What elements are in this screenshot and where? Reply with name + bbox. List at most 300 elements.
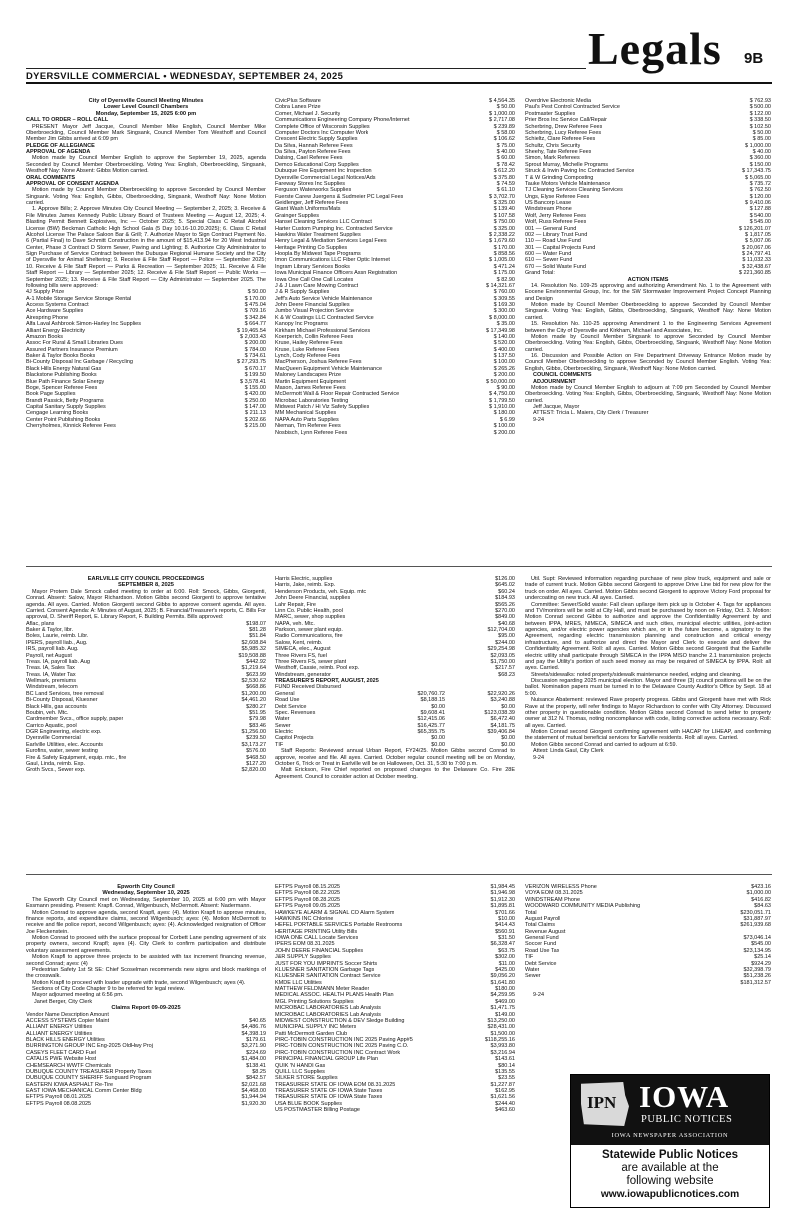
ledger-label: Amazon Books [26, 333, 63, 340]
ledger-label: K & W Coatings LLC Contracted Service [275, 314, 374, 321]
ledger-label: Blue Path Finance Solar Energy [26, 378, 105, 385]
ledger-amount: $ 40.00 [496, 149, 515, 155]
epworth-column-3 [525, 884, 771, 1070]
ledger-label: Hoopla By Midwest Tape Programs [275, 251, 361, 257]
ledger-label: Baker & Taylor, libr. [26, 627, 73, 633]
ledger-label: DUBUQUE COUNTY SHERIFF Sunguard Program [26, 1075, 152, 1082]
ledger-label: August Payroll [525, 915, 561, 922]
ledger-label: Fareway Stores Inc Supplies [275, 180, 346, 187]
signature: Jeff Jacque, Mayor [533, 404, 580, 410]
ledger-amount: $ 50,000.00 [485, 378, 515, 385]
ledger-amount: $31,887.97 [743, 915, 771, 922]
ledger-amount: $414.43 [495, 922, 515, 929]
ledger-label: Martin Equipment Equipment [275, 378, 346, 385]
section-heading: APPROVAL OF AGENDA [26, 149, 91, 155]
ledger-label: Nosbisch, Lynn Referee Fees [275, 429, 348, 436]
ledger-label: PRINCIPAL FINANCIAL GROUP Life Plan [275, 1056, 379, 1063]
ledger-label: Microbac Laboratories Testing [275, 397, 349, 404]
ledger-amount: $25.14 [754, 954, 771, 961]
paragraph: Util. Supt: Reviewed information regarding purchase of new plow truck, equipment and sale or trade of current truck. Motion Gibbs second Giorgenti to approve Drive Line bid for new plow for the truck on order. All ayes. Carried. Motion Gibbs second Giorgenti to approve Victory Ford proposal for undercoating on new truck. All ayes. Carried. [525, 576, 771, 602]
ledger-amount: $ 1,679.60 [489, 238, 515, 245]
ledger-amount: $23.55 [498, 1075, 515, 1082]
fund-name: TIF [275, 741, 284, 748]
fund-name: General [275, 690, 295, 697]
ledger-amount: $ 735.72 [749, 180, 771, 187]
ledger-label: KMDE LLC Utilities [275, 979, 322, 986]
ledger-label: CASEYS FLEET CARD Fuel [26, 1049, 97, 1056]
notice-subheading: Lower Level Council Chambers [103, 104, 189, 111]
fund-received: $12,415.06 [417, 716, 445, 723]
ledger-amount: $118,255.16 [484, 1037, 515, 1043]
ledger-amount: $1,471.75 [490, 1005, 515, 1012]
ledger-amount: $425.00 [495, 966, 515, 973]
ledger-label: 670 — Solid Waste Fund [525, 263, 586, 270]
ledger-label: Black Hills Energy Natural Gas [26, 365, 102, 372]
ledger-amount: $ 140.00 [493, 333, 515, 340]
paragraph: Motion Conrad to approve agenda, second Krapfl, ayes: (4). Motion Krapfl to approve minutes, finance reports, and expenditure claims, second Wilgenbusch; ayes: (4). Motion McDermott to receive and file police report, second Wilgenbusch; ayes: (4). Acknowledged resignation of Officer Joe Fleckenstein. [26, 909, 266, 935]
ledger-label: Gaul, Linda, reimb. Exp. [26, 760, 86, 767]
ledger-label: Postmaster Supplies [525, 110, 576, 117]
ledger-amount: $ 375.80 [493, 174, 515, 181]
section-heading: ORAL COMMENTS [26, 174, 76, 181]
claim-list [275, 884, 515, 1114]
ledger-label: General Fund [525, 935, 559, 941]
ledger-amount: $ 19,465.54 [236, 327, 266, 334]
ledger-amount: $127.20 [246, 760, 266, 767]
section-heading: CALL TO ORDER – ROLL CALL [26, 117, 109, 124]
ledger-label: Book Page Supplies [26, 391, 76, 398]
ledger-label: TIF [525, 954, 534, 961]
ledger-label: NAPA Auto Parts Supplies [275, 416, 339, 423]
ledger-label: TJ Cleaning Services Cleaning Services [525, 187, 623, 194]
ledger-label: Alliant Energy Electricity [26, 327, 85, 334]
fund-received: $20,760.72 [417, 690, 445, 697]
ledger-label: Blackstone Publishing Books [26, 372, 97, 379]
ledger-label: 610 — Sewer Fund [525, 257, 573, 264]
ledger-amount: $19,508.88 [238, 652, 266, 659]
ledger-amount: $442.92 [246, 658, 266, 665]
ledger-amount: $ 300.00 [493, 308, 515, 315]
ledger-label: CHEMSEARCH WWTF Chemicals [26, 1062, 111, 1069]
ledger-row [275, 430, 515, 436]
ledger-label: VOYA EOM 08.31.2025 [525, 890, 583, 897]
section-title: Legals [588, 23, 722, 74]
ledger-amount: $ 1,005.00 [489, 257, 515, 264]
ledger-label: Fire & Safety Equipment, equip. mtc., fire [26, 754, 127, 761]
ledger-amount: $ 612.20 [493, 168, 515, 175]
ledger-amount: $ 325.00 [493, 225, 515, 232]
ledger-label: Bi-County Disposal Inc Garbage / Recycling [26, 359, 133, 366]
ledger-label: Windstream Phone [525, 206, 572, 213]
ledger-label: MICROBAC LABORATORIES Lab Analysis [275, 1005, 381, 1012]
ledger-amount: $ 3,702.70 [489, 193, 515, 200]
paragraph: Mayor adjourned meeting at 6:56 pm. [32, 992, 124, 999]
ledger-amount: $ 90.00 [496, 384, 515, 391]
ledger-label: Patti McDermott Garden Club [275, 1030, 348, 1037]
ledger-label: HAWKINS INC Chlorine [275, 915, 334, 922]
ledger-amount: $83.46 [249, 722, 266, 729]
section-heading: PLEDGE OF ALLEGIANCE [26, 142, 95, 149]
ledger-amount: $1,500.00 [490, 1030, 515, 1037]
paragraph: Sections of City Code Chapter 9 to be referred for legal review. [32, 986, 185, 992]
ledger-amount: $ 155.00 [244, 384, 266, 391]
ledger-label: HERITAGE PRINTING Utility Bills [275, 928, 358, 935]
notice-date: Monday, September 15, 2025 6:00 pm [95, 110, 197, 117]
ad-url-link[interactable]: www.iowapublicnotices.com [600, 1189, 740, 1200]
ledger-label: Aflac, plans [26, 620, 55, 627]
ledger-amount: $ 1,817.05 [745, 231, 771, 238]
ledger-amount: $ 200.00 [493, 372, 515, 379]
ledger-amount: $ 215.00 [244, 423, 266, 430]
ledger-amount: $ 200.00 [244, 340, 266, 347]
bill-list [275, 98, 515, 436]
ledger-amount: $6,328.47 [490, 941, 515, 948]
ledger-label: Windstream, telecom [26, 684, 78, 691]
ledger-amount: $ 107.58 [493, 212, 515, 219]
bill-list [26, 289, 266, 429]
ledger-label: Iowa One Call One Call Locates [275, 276, 354, 283]
ledger-amount: $ 100.00 [493, 359, 515, 366]
ledger-amount: $4,486.76 [241, 1024, 266, 1031]
ledger-label: Salow, Kent, reimb. [275, 639, 323, 646]
ledger-amount: $95.00 [498, 633, 515, 640]
paragraph: Pedestrian Safety 1st St SE: Chief Scoselman recommends new signs and block markings of the crosswalk. [26, 966, 266, 980]
ledger-label: Three Rivers FS, fuel [275, 652, 327, 659]
ledger-label: KLUESNER SANITATION Garbage Tags [275, 966, 375, 973]
ledger-label: Kanopy Inc Programs [275, 321, 328, 328]
paragraph: Staff Reports: Reviewed annual Urban Report, FY24/25. Motion Gibbs second Conrad to approve, receive and file. All ayes. Carried. October regular council meeting will be on Monday, October 6, Trick or Treat in Earlville will be on Halloween, Oct. 31, 5:30 to 7:00 p.m. [275, 748, 515, 767]
ledger-label: MUNICIPAL SUPPLY INC Meters [275, 1024, 357, 1031]
ledger-amount: $2,820.00 [241, 767, 266, 774]
ledger-amount: $3,216.94 [490, 1049, 515, 1056]
ledger-label: DGR Engineering, electric exp. [26, 729, 102, 735]
ledger-amount: $4,468.00 [241, 1088, 266, 1094]
ledger-amount: $8.25 [252, 1068, 266, 1075]
ledger-amount: $270.00 [495, 607, 515, 614]
ledger-label: Treas. IA, Water Tax [26, 671, 76, 678]
paragraph: Matt Erickson, Fire Chief reported on proposed changes to the Delaware Co. Fire 28E Agreement. Council to consider action at October meeting. [275, 767, 515, 780]
ledger-label: Heritage Printing Co Supplies [275, 244, 348, 251]
ledger-label: 002 — Library Trust Fund [525, 231, 588, 238]
ledger-amount: $1,946.98 [490, 890, 515, 897]
ledger-amount: $ 221,360.85 [738, 270, 771, 277]
ledger-label: Jeff's Auto Service Vehicle Maintenance [275, 295, 373, 302]
ledger-label: Boge, Spencer Referee Fees [26, 384, 98, 391]
ledger-label: MARC, sewer, shop supplies [275, 614, 346, 621]
earlville-column-2 [275, 576, 515, 862]
claim-list [525, 884, 771, 929]
ledger-label: Complete Office of Wisconsin Supplies [275, 123, 370, 130]
ad-logo-banner [571, 1075, 769, 1145]
ledger-label: A-1 Mobile Storage Service Storage Rental [26, 295, 132, 302]
ledger-label: Carrico Aquatic, pool [26, 722, 77, 729]
ledger-amount: $ 211.13 [244, 410, 266, 417]
ledger-amount: $ 127.88 [749, 206, 771, 213]
ledger-amount: $4,398.19 [241, 1030, 266, 1037]
ledger-amount: $9,056.20 [490, 973, 515, 980]
ledger-amount: $181,312.57 [740, 979, 771, 986]
ledger-amount: $2,608.84 [241, 639, 266, 646]
ledger-label: MEDICAL ASSOC. HEALTH PLANS Health Plan [275, 992, 394, 999]
ledger-label: Grand Total: [525, 270, 555, 277]
ledger-amount: $ 82.90 [496, 276, 515, 283]
ledger-label: EFTPS Payroll 08.01.2025 [26, 1094, 92, 1101]
ledger-amount: $ 102.50 [749, 123, 771, 130]
ledger-amount: $40.68 [498, 620, 515, 627]
ledger-amount: $ 360.00 [749, 155, 771, 162]
ledger-label: CATALIS PWE Website Host [26, 1056, 97, 1063]
ledger-amount: $1,219.64 [241, 665, 266, 672]
ledger-amount: $701.66 [495, 909, 515, 916]
ledger-amount: $ 75.00 [496, 142, 515, 149]
ledger-amount: $849.00 [495, 614, 515, 621]
ledger-label: Jumbo Visual Projection Service [275, 308, 354, 315]
ledger-amount: $560.91 [495, 928, 515, 935]
ledger-label: Schieltz, Clare Referee Fees [525, 136, 596, 143]
ledger-amount: $924.29 [751, 960, 771, 967]
section-heading: APPROVAL OF CONSENT AGENDA [26, 180, 119, 187]
ledger-label: EASTERN IOWA ASPHALT Re-Tire [26, 1081, 114, 1088]
ledger-label: Crescent Electric Supply Supplies [275, 136, 358, 143]
ledger-amount: $ 858.56 [493, 251, 515, 257]
signature: Janet Berger, City Clerk [34, 998, 93, 1005]
ledger-label: Parkson, sewer plant equip. [275, 627, 343, 633]
paragraph: 16. Discussion and Possible Action on Fire Department Driveway Entrance Motion made by Council Member Oberbroeckling to approve Seconded by Council Member English. Voting Yea: English, Gibbs, Oberbroeckling, Singsank, Westhoff Nay: None Motion carried. [525, 353, 771, 372]
signature: ATTEST: Tricia L. Maiers, City Clerk / Treasurer [533, 410, 649, 417]
ledger-label: Hawkins Water Treatment Supplies [275, 231, 361, 238]
ledger-label: Ingram Library Services Books [275, 263, 350, 270]
ledger-label: USA BLUE BOOK Supplies [275, 1100, 342, 1107]
ledger-amount: $ 475.04 [244, 302, 266, 308]
ledger-amount: $ 1,910.00 [489, 404, 515, 410]
ledger-label: Westhoff, Cassie, reimb. Pool exp. [275, 665, 360, 672]
ledger-amount: $ 27,293.75 [236, 359, 266, 366]
ledger-amount: $149.00 [495, 1011, 515, 1018]
ledger-amount: $ 147.00 [244, 404, 266, 410]
claim-list [26, 1018, 266, 1107]
ledger-amount: $ 85.00 [752, 136, 771, 143]
fund-name: Road Use [275, 697, 300, 704]
fund-name: Electric [275, 729, 294, 735]
ledger-label: HAWKEYE ALARM & SIGNAL CO Alarm System [275, 909, 395, 916]
ledger-amount: $ 40.00 [752, 149, 771, 155]
ledger-label: BURRINGTON GROUP INC Eng-2025 OldHwy Proj [26, 1043, 153, 1050]
ledger-amount: $ 74.59 [496, 180, 515, 187]
section-heading: Claims Report 09-09-2025 [111, 1005, 181, 1012]
ledger-amount: $ 4,564.35 [489, 98, 515, 104]
ledger-label: Boubin, veh. Mtc. [26, 709, 69, 716]
ledger-amount: $ 471.24 [493, 263, 515, 270]
ledger-label: Water [525, 966, 540, 973]
ledger-label: TREASURER STATE OF IOWA State Taxes [275, 1088, 383, 1094]
ledger-amount: $80.14 [498, 1062, 515, 1069]
ledger-amount: $ 420.00 [244, 391, 266, 398]
section-heading: TREASURER'S REPORT, AUGUST, 2025 [275, 678, 379, 684]
fund-received: $0.00 [431, 741, 445, 748]
ledger-amount: $576.00 [246, 748, 266, 755]
ledger-label: Wellmark, premiums [26, 678, 77, 684]
ledger-label: Harter Custom Pumping Inc. Contracted Service [275, 225, 393, 232]
ledger-label: EFTPS Payroll 09.05.2025 [275, 903, 341, 910]
fund-name: Capitol Projects [275, 735, 314, 742]
ledger-label: Cherryholmes, Kinnick Referee Fees [26, 423, 116, 430]
fund-name: Sewer [275, 722, 291, 729]
ledger-label: John Deere Financial Supplies [275, 302, 350, 308]
ledger-amount: $ 11,032.33 [742, 257, 771, 264]
signature: Attest: Linda Gaul, City Clerk [533, 748, 604, 755]
section-heading: ADJOURNMENT [533, 378, 576, 385]
ledger-label: Demco Educational Corp Supplies [275, 161, 359, 168]
ledger-amount: $244.00 [495, 639, 515, 646]
paragraph: Motion Conrad to proceed with the surface proposal for Corbett Lane pending agreement of six property owners, second Krapfl; ayes (4). City Clerk to confirm participation and distribute voluntary assessment agreements. [26, 935, 266, 954]
ledger-amount: $ 734.61 [244, 353, 266, 359]
ledger-label: Kruse, Hailey Referee Fees [275, 340, 343, 347]
ledger-amount: $ 664.77 [244, 321, 266, 328]
paragraph: Nuisance Abatement: reviewed Rave property progress. Gibbs and Giorgenti have met with Rick Rave at the property, will refer findings to Mayor Richardson to confer with City Attorney. Discussed other property in questionable condition. Motion Gibbs second Conrad to send letter to property owner at 312 N. Thomas, noting noncompliance with code, listing corrective actions necessary. Roll: all ayes. Carried. [525, 697, 771, 729]
ledger-label: Total Claims [525, 922, 555, 929]
ledger-label: Treas. IA, payroll liab. Aug [26, 658, 90, 665]
ledger-amount: $ 199.50 [244, 372, 266, 379]
fund-name: Debt Service [275, 703, 307, 710]
ledger-row [275, 1107, 515, 1113]
ledger-amount: $ 14,321.67 [485, 282, 515, 289]
fund-received: $0.00 [431, 703, 445, 710]
ledger-amount: $ 50.00 [496, 104, 515, 111]
ledger-label: Black Hills, gas accounts [26, 703, 87, 710]
ledger-amount: $2,021.68 [241, 1081, 266, 1088]
ledger-amount: $ 2,717.08 [489, 117, 515, 124]
ledger-label: MATTHEW FELDMANN Meter Reader [275, 986, 370, 992]
ledger-amount: $ 2,338.22 [489, 231, 515, 238]
ledger-label: Wolf, Russ Referee Fees [525, 219, 587, 226]
ledger-label: Imon Communications LLC Fiber Optic Internet [275, 257, 390, 264]
ledger-amount: $217.57 [495, 665, 515, 672]
fund-received: $9,608.41 [420, 709, 445, 716]
bill-list [525, 98, 771, 277]
ledger-label: ALLIANT ENERGY Utilities [26, 1024, 93, 1031]
earlville-column-3 [525, 576, 771, 862]
ledger-label: J & R Supply Supplies [275, 289, 330, 296]
notice-heading: Epworth City Council [117, 884, 175, 890]
paragraph: Streets/sidewalks: noted property/sidewalk maintenance needed, edging and cleaning. [531, 671, 742, 678]
fund-table-heading: FUND Received Disbursed [275, 684, 342, 691]
section-heading: Revenue August [525, 928, 566, 935]
ledger-amount: $ 78.42 [496, 161, 515, 168]
ledger-amount: $ 17,343.75 [741, 168, 771, 175]
ledger-label: QUIK 'N HANDI Gas [275, 1062, 326, 1069]
ad-logo-word: IOWA [639, 1079, 730, 1114]
claims-columns: Vendor Name Description Amount [26, 1011, 109, 1018]
publication-date: 9-24 [533, 754, 545, 761]
paragraph: Motion made by Council Member Oberbroeckling to approve Seconded by Council Member Singsank. Voting Yea: English, Gibbs, Oberbroeckling, Singsank, Westhoff Nay: None Motion carried. [525, 302, 771, 321]
ledger-amount: $ 342.84 [244, 314, 266, 321]
ad-association: IOWA NEWSPAPER ASSOCIATION [611, 1132, 729, 1139]
ledger-label: Lahr Repair, Fire [275, 601, 316, 608]
paragraph: Motion made by Council Member Singsank to approve Seconded by Council Member Oberbroeckling. Voting Yea: English, Gibbs, Oberbroeckling, Singsank, Westhoff Nay: None Motion carried. [525, 333, 771, 353]
ledger-amount: $244.40 [495, 1100, 515, 1107]
dyersville-column-3 [525, 98, 771, 546]
ledger-label: Debt Service [525, 960, 557, 967]
ledger-amount: $416.82 [751, 896, 771, 903]
ledger-amount: $ 5,007.06 [745, 238, 771, 245]
ledger-amount: $ 126,201.07 [738, 225, 771, 232]
ad-logo-subtitle: PUBLIC NOTICES [641, 1114, 733, 1125]
ledger-label: ALLIANT ENERGY Utilities [26, 1030, 93, 1037]
ledger-amount: $423.16 [751, 884, 771, 890]
ledger-label: Henderson Products, veh. Equip. mtc [275, 588, 367, 595]
fund-received: $8,188.15 [420, 697, 445, 704]
ledger-label: Windstream, generator [275, 671, 331, 678]
ledger-label: McDermott Wall & Floor Repair Contracted Service [275, 391, 400, 398]
ledger-amount: $143.61 [495, 1056, 515, 1063]
notice-heading: City of Dyersville Council Meeting Minutes [88, 98, 204, 104]
ledger-label: Communications Engineering Company Phone/Internet [275, 117, 410, 124]
ledger-amount: $463.60 [495, 1107, 515, 1114]
ledger-amount: $3,173.27 [241, 741, 266, 748]
ledger-amount: $12,704.00 [487, 627, 515, 633]
ledger-label: Nieman, Tim Referee Fees [275, 423, 341, 430]
ledger-label: Sewer [525, 973, 541, 980]
ledger-amount: $32,398.79 [743, 966, 771, 973]
ledger-label: MM Mechanical Supplies [275, 410, 337, 417]
ledger-label: Soccer Fund [525, 941, 557, 948]
ledger-label: Center Point Publishing Books [26, 416, 101, 423]
ledger-label: Harris Electric, supplies [275, 576, 333, 582]
ledger-label: MGL Printing Solutions Supplies [275, 998, 354, 1005]
ledger-amount: $ 100.00 [493, 423, 515, 430]
ledger-amount: $ 60.00 [496, 155, 515, 162]
ledger-label: Cardmember Svcs., office supply, paper [26, 716, 124, 723]
masthead-bottom-rule [26, 82, 772, 84]
ledger-amount: $1,000.00 [746, 890, 771, 897]
ledger-amount: $ 175.00 [493, 270, 515, 277]
ledger-amount: $135.55 [495, 1068, 515, 1075]
ledger-amount: $73,046.14 [743, 935, 771, 941]
ledger-label: Airespring Phone [26, 314, 69, 321]
ledger-label: QUILL LLC Supplies [275, 1068, 325, 1075]
ledger-label: Geidlenger, Jeff Referee Fees [275, 200, 349, 206]
ledger-label: KLUESNER SANITATION Contract Service [275, 973, 381, 980]
ledger-label: 301 — Capital Projects Fund [525, 244, 596, 251]
fund-disbursed: $3,240.88 [490, 697, 515, 704]
ledger-label: Simon, Mark Referees [525, 155, 580, 162]
ledger-label: VERIZON WIRELESS Phone [525, 884, 597, 890]
ledger-label: Paul's Pest Control Contracted Service [525, 104, 620, 111]
revenue-list [525, 935, 771, 986]
ledger-label: Tauke Motors Vehicle Maintenance [525, 180, 611, 187]
ledger-label: Dalsing, Cael Referee Fees [275, 155, 343, 162]
ledger-amount: $4,259.95 [490, 992, 515, 999]
ledger-amount: $ 35.00 [496, 321, 515, 328]
fund-disbursed: $39,406.84 [487, 729, 515, 735]
ledger-amount: $1,895.81 [490, 903, 515, 910]
ledger-label: Cobra Lanes Prize [275, 104, 321, 111]
ledger-label: JOHN DEERE FINANCIAL Supplies [275, 947, 364, 954]
ledger-amount: $ 1,799.50 [489, 397, 515, 404]
ledger-label: IPERS EOM 08.31.2025 [275, 941, 335, 948]
ledger-label: Ferguson Waterworks Supplies [275, 187, 352, 194]
ledger-label: Radio Communications, fire [275, 633, 343, 640]
ledger-label: WINDSTREAM Phone [525, 896, 581, 903]
ledger-amount: $ 169.30 [493, 302, 515, 308]
ledger-label: NAPA, veh. Mtc. [275, 620, 315, 627]
ledger-label: Baker & Taylor Books Books [26, 353, 96, 359]
ledger-label: WOODWARD COMMUNITY MEDIA Publishing [525, 903, 641, 910]
ledger-label: Maloney Landscapes Prize [275, 372, 342, 379]
fund-disbursed: $0.00 [501, 703, 515, 710]
ipn-logo: IPN [587, 1093, 617, 1112]
fund-received: $65,355.75 [417, 729, 445, 735]
